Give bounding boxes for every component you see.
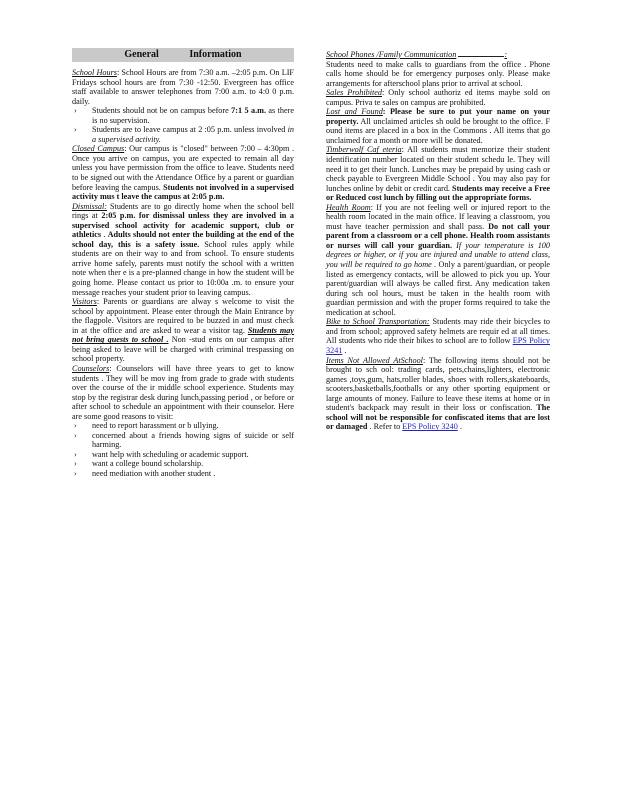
closed-campus-heading: Closed Campus (72, 144, 125, 154)
bike-heading: Bike to School Transportation: (326, 317, 430, 327)
list-item: › Students should not be on campus before 7:1 5 a.m. as there is no supervision. (72, 106, 294, 125)
list-item: › want help with scheduling or academic support. (72, 450, 294, 460)
phones-section: School Phones /Family Communication : Students need to make calls to guardians from the office . Phone calls home should be for emergency purposes only. Please make arrangements for afterschool plans prior to arrival at school. (326, 50, 550, 88)
visitors-heading: Visitors (72, 297, 97, 307)
school-hours-section (72, 68, 294, 144)
list-item: › Students are to leave campus at 2 :05 p.m. unless involved in a supervised activity. (72, 125, 294, 144)
school-hours-heading: School Hours (72, 68, 117, 77)
list-item: › need mediation with another student . (72, 469, 294, 479)
bike-section: Bike to School Transportation: Students may ride their bicycles to and from school; approved safety helmets are requir ed at all times. All students who ride their bikes to school are to follow EPS Policy 3241 . (326, 317, 550, 355)
list-item: › need to report harassment or b ullying. (72, 421, 294, 431)
lost-found-section: Lost and Found: Please be sure to put your name on your property. All unclaimed articles sh ould be brought to the office. F ound items are placed in a box in the Commons . All items that go unclaimed for a month or more will be donated. (326, 107, 550, 145)
dismissal-section: Dismissal: Students are to go directly home when the school bell rings at 2:05 p.m. for dismissal unless they are involved in a supervised school activity for academic support, club or athletics . Adults should not enter the building at the end of the school day, this is a safety issue. School rules apply while students are on their way to and from school. To ensure students arrive home safely, parents must notify the school with a written note when ther e is a pre-planned change in how the student will be going home. Please contact us prior to 10:00a .m. to ensure your message reaches your student prior to leaving campus. (72, 201, 295, 297)
closed-campus-bold: Students not involved in a supervised activity mus t leave the campus at 2:05 p.m. (72, 182, 294, 202)
heading-rule (458, 56, 504, 57)
cafeteria-section: Timberwolf Caf eteria: All students must memorize their student identification number located on their student schedu le. They will need it to get their lunch. Lunches may be prepaid by using cash or check payable to Evergreen Middle School . You may also pay for lunches online by debit or credit card. Students may receive a Free or Reduced cost lunch by filling out the appropriate forms. (326, 145, 551, 203)
policy-3241-link[interactable]: EPS Policy 3241 (326, 336, 550, 355)
sales-heading: Sales Prohibited (326, 88, 383, 98)
list-item: › concerned about a friends howing signs of suicide or self harming. (72, 431, 294, 450)
visitors-section: Visitors: Parents or guardians are alway s welcome to visit the school by appointment. Please enter through the Main Entrance by the flagpole. Visitors are required to be buzzed in and must check in at the office and are asked to wear a visitor tag. Students may not bring guests to school . Non -stud ents on our campus after being asked to leave will be charged with criminal trespassing on school property. (72, 297, 294, 364)
counselors-heading: Counselors (72, 363, 110, 373)
closed-campus-text: : Our campus is "closed" between 7:00 – 4:30pm . Once you arrive on campus, you are expected to remain all day unless you have permission from the office to leave. Students need to be signed out with the Attendance Office by a parent or guardian before leaving the campus. (72, 144, 294, 192)
sales-section: Sales Prohibited: Only school authoriz ed items maybe sold on campus. Priva te sales on campus are prohibited. (326, 88, 551, 107)
counselors-section: Counselors: Counselors will have three years to get to know students . They will be mov ing from grade to grade with students over the course of the ir middle school experience. Students may stop by the registrar desk during lunch,passing period , or before or after school to schedule an appointment with their counselor. Here are some good reasons to visit: › need to report harassment or b ullying. › concerned about a friends howing signs of suicide or self harming. › want help with scheduling or academic support. › want a college bound scholarship. › need mediation with another student . (72, 364, 294, 479)
cafeteria-heading: Timberwolf Caf eteria (326, 145, 402, 155)
health-room-heading: Health Room (326, 202, 371, 212)
list-item: › want a college bound scholarship. (72, 459, 294, 469)
school-hours-text: : School Hours are from 7:30 a.m. –2:05 p.m. On LIF Fridays school hours are from 7:30 -12:50. Evergreen has office staff available to answer telephones from 7:00 a.m. to 4:0 0 p.m. daily. (72, 68, 294, 106)
items-heading: Items Not Allowed AtSchool (326, 355, 423, 365)
left-column (72, 48, 294, 479)
closed-campus-section (72, 144, 294, 201)
policy-3240-link[interactable]: EPS Policy 3240 (402, 422, 458, 432)
lost-found-heading: Lost and Found (326, 107, 383, 117)
header-left: General (124, 49, 159, 60)
phones-heading: School Phones /Family Communication (326, 50, 457, 59)
dismissal-heading: Dismissal: (72, 201, 108, 211)
school-hours-list (72, 106, 294, 144)
header-right: Information (189, 49, 242, 60)
items-section: Items Not Allowed AtSchool: The following items should not be brought to sch ool: trading cards, pets,chains,lighters, electronic games ,toys,gum, hats,roller blades, shoes with rollers,skateboards, scooters,basketballs,footballs or any other sporting equipment or large amounts of money. Failure to leave these items at home or in student's backpack may result in their loss or confiscation. The school will not be responsible for confiscated items that are lost or damaged . Refer to EPS Policy 3240 . (326, 355, 550, 432)
counselors-list (72, 421, 294, 478)
health-room-section: Health Room: If you are not feeling well or injured report to the health room located in the main office. If leaving a classroom, you must have teacher permission and shall pass. Do not call your parent from a classroom or a cell phone. Health room assistants or nurses will call your guardian. If your temperature is 100 degrees or higher, or if you are injured and unable to attend class, you will be required to go home . Only a parent/guardian, or people listed as emergency contacts, will be allowed to pick you up. Your parent/guardian will always be called first. Any medication taken during sch ool hours, must be taken in the health room with guardian permission and with the proper forms required to take the medication at school. (326, 202, 550, 317)
right-column (326, 50, 550, 432)
section-header (72, 48, 294, 62)
